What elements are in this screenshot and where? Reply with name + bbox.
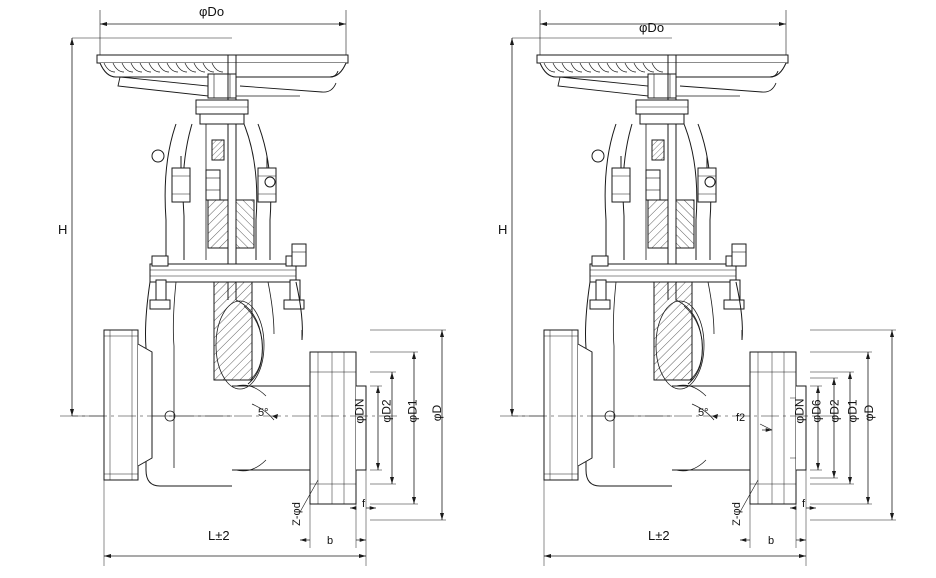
right-label-z-phi-d: Z-φd: [730, 502, 743, 526]
left-label-z-phi-d: Z-φd: [290, 502, 303, 526]
right-label-d6: φD6: [809, 399, 824, 423]
right-label-d: φD: [862, 404, 877, 422]
right-label-dn: φDN: [792, 398, 807, 424]
right-valve-view: [500, 10, 896, 566]
right-label-f2: f2: [736, 412, 746, 424]
left-label-h: H: [58, 222, 68, 237]
left-label-f: f: [362, 498, 366, 510]
right-label-l: L±2: [648, 528, 670, 543]
right-label-b: b: [768, 535, 775, 547]
right-label-d2: φD2: [827, 399, 842, 423]
right-label-h: H: [498, 222, 508, 237]
left-label-d1: φD1: [405, 399, 420, 423]
left-label-b: b: [327, 535, 334, 547]
left-label-l: L±2: [208, 528, 230, 543]
left-valve-view: [60, 10, 446, 566]
right-label-f: f: [802, 498, 806, 510]
left-label-do: φDo: [199, 4, 225, 19]
right-label-angle: 5°: [698, 407, 709, 419]
left-label-dn: φDN: [352, 398, 367, 424]
right-label-do: φDo: [639, 20, 665, 35]
left-label-d2: φD2: [379, 399, 394, 423]
right-label-d1: φD1: [845, 399, 860, 423]
left-label-d: φD: [430, 404, 445, 422]
left-label-angle: 5°: [258, 407, 269, 419]
